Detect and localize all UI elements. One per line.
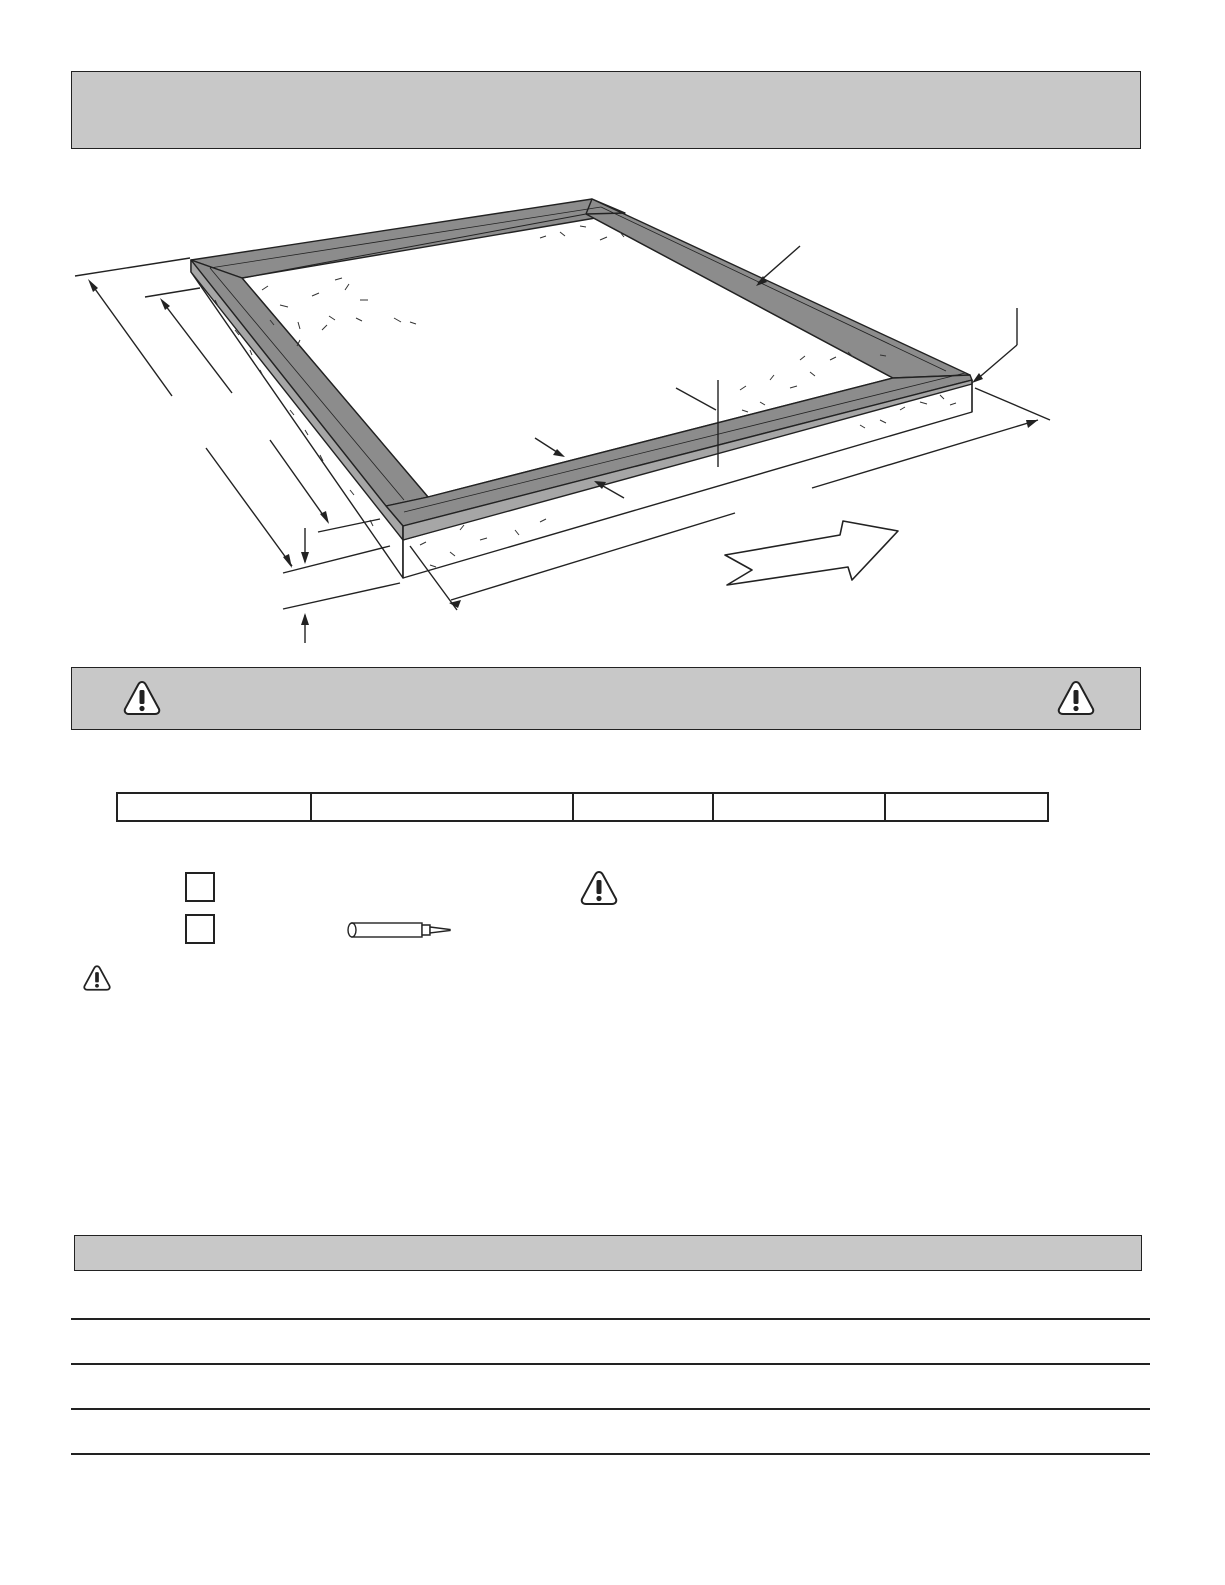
foundation-frame-diagram (0, 0, 1225, 660)
warning-triangle-icon (1055, 679, 1097, 717)
direction-arrow-icon (725, 521, 898, 585)
ruled-line (71, 1363, 1150, 1365)
warning-triangle-icon (121, 679, 163, 717)
specs-table (116, 792, 1049, 822)
checklist-checkbox[interactable] (185, 914, 215, 944)
ruled-line (71, 1318, 1150, 1320)
specs-table-cell (712, 794, 886, 820)
bottom-section-header (74, 1235, 1142, 1271)
specs-table-cell (118, 794, 310, 820)
warning-banner (71, 667, 1141, 730)
specs-table-cell (572, 794, 714, 820)
ruled-line (71, 1453, 1150, 1455)
checklist-checkbox[interactable] (185, 872, 215, 902)
specs-table-cell (884, 794, 1049, 820)
ruled-line (71, 1408, 1150, 1410)
warning-triangle-icon (578, 869, 620, 907)
specs-table-cell (310, 794, 574, 820)
warning-triangle-icon (81, 964, 113, 992)
caulk-tube-icon (346, 918, 456, 942)
